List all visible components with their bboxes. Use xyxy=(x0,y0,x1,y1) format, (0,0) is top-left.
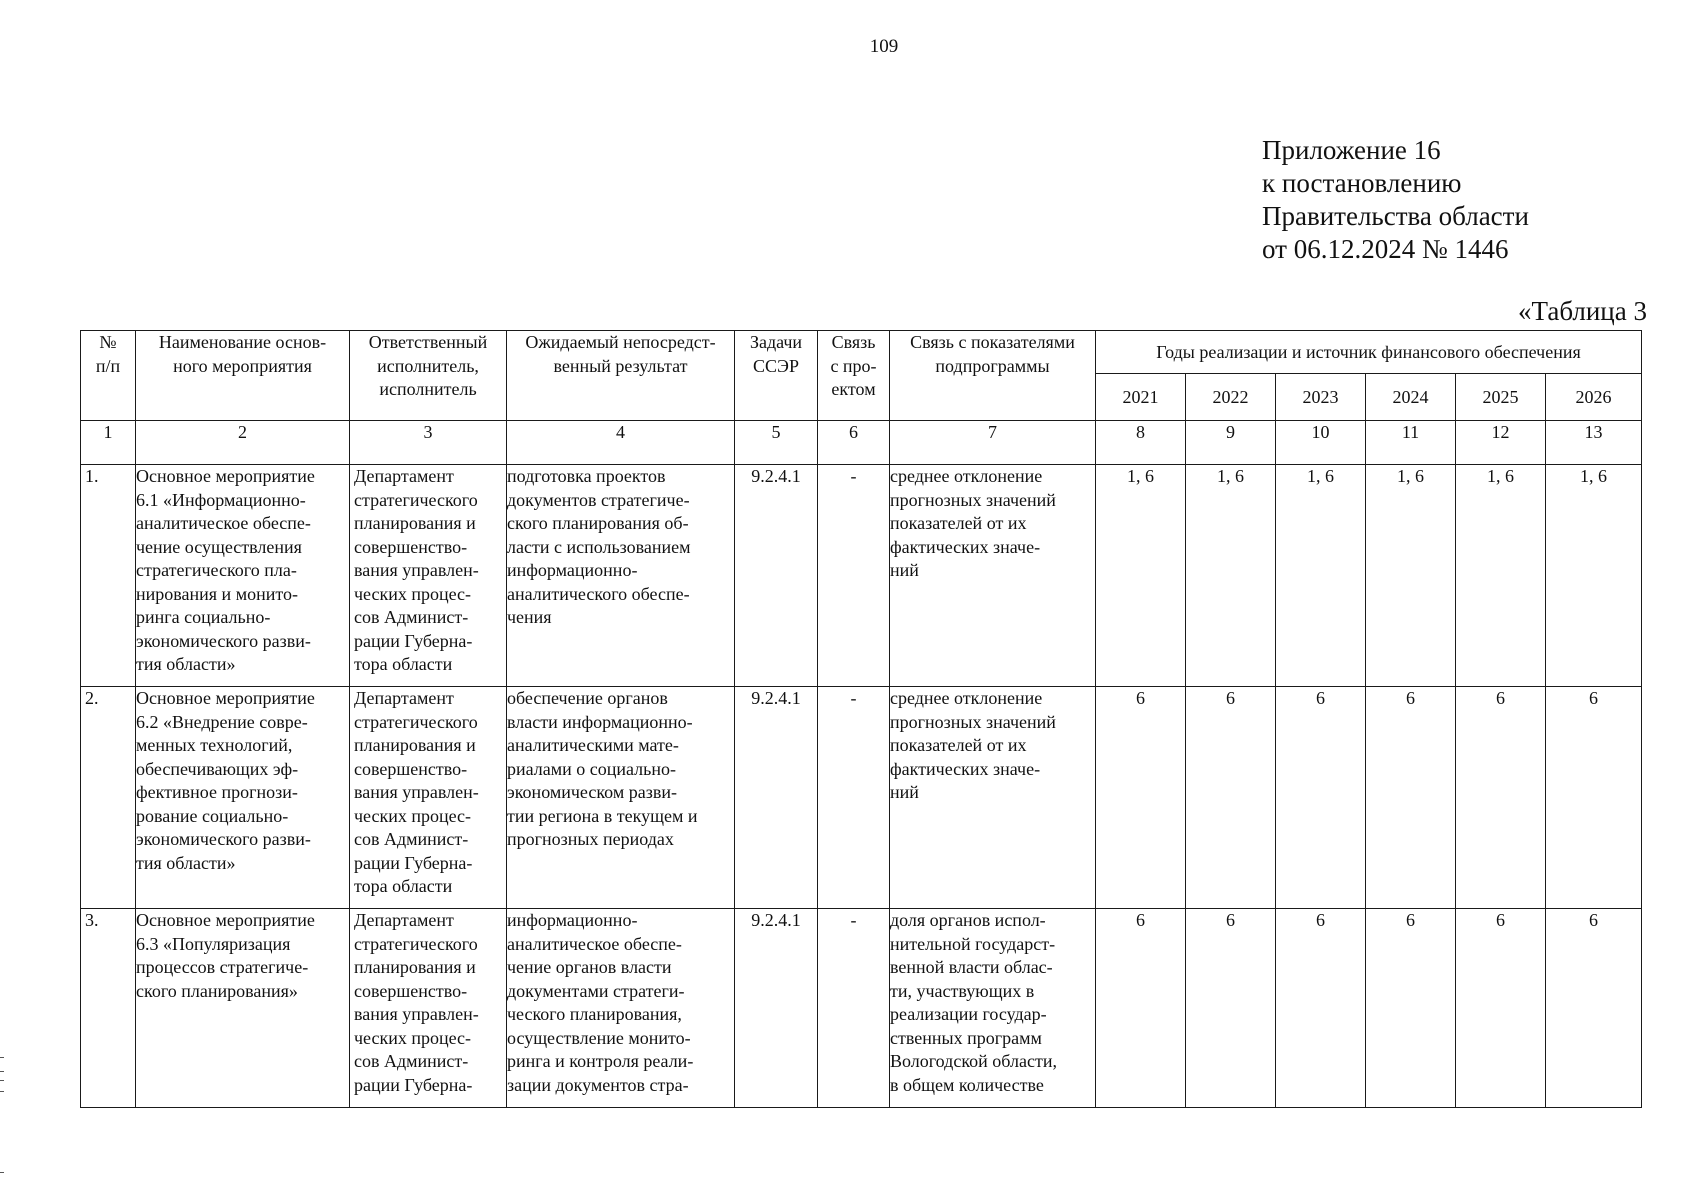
year-value: 1, 6 xyxy=(1546,465,1642,687)
header-measure-name: Наименование основ- ного мероприятия xyxy=(136,331,350,421)
column-number: 6 xyxy=(818,421,890,465)
expected-result: обеспечение органов власти информационно- аналитическими мате- риалами о социально- экономическом разви- тии региона в текущем и прогнозных периодах xyxy=(507,687,735,909)
header-row xyxy=(81,331,1642,374)
appendix-line-1: Приложение 16 xyxy=(1262,135,1441,165)
year-value: 6 xyxy=(1276,909,1366,1108)
year-value: 6 xyxy=(1096,909,1186,1108)
column-number: 9 xyxy=(1186,421,1276,465)
year-value: 6 xyxy=(1276,687,1366,909)
year-value: 6 xyxy=(1186,909,1276,1108)
project-link: - xyxy=(818,465,890,687)
year-value: 6 xyxy=(1096,687,1186,909)
year-value: 1, 6 xyxy=(1186,465,1276,687)
header-tasks: Задачи ССЭР xyxy=(735,331,818,421)
column-number: 2 xyxy=(136,421,350,465)
executor: Департамент стратегического планирования и совершенство- вания управлен- ческих процес- сов Админист- рации Губерна- тора области xyxy=(350,687,507,909)
year-value: 1, 6 xyxy=(1366,465,1456,687)
scan-edge-mark xyxy=(0,1057,4,1058)
header-project-link: Связь с про- ектом xyxy=(818,331,890,421)
year-value: 6 xyxy=(1366,687,1456,909)
header-year: 2023 xyxy=(1276,374,1366,421)
column-number: 1 xyxy=(81,421,136,465)
year-value: 1, 6 xyxy=(1276,465,1366,687)
table-caption: «Таблица 3 xyxy=(1518,296,1647,326)
appendix-line-2: к постановлению xyxy=(1262,168,1462,198)
project-link: - xyxy=(818,687,890,909)
column-number: 12 xyxy=(1456,421,1546,465)
expected-result: информационно- аналитическое обеспе- чение органов власти документами стратеги- ческого планирования, осуществление монито- ринга и контроля реали- зации документов стра- xyxy=(507,909,735,1108)
scan-edge-mark xyxy=(0,1080,4,1081)
year-value: 6 xyxy=(1546,909,1642,1108)
executor: Департамент стратегического планирования и совершенство- вания управлен- ческих процес- сов Админист- рации Губерна- тора области xyxy=(350,465,507,687)
row-number: 3. xyxy=(81,909,136,1108)
year-value: 1, 6 xyxy=(1096,465,1186,687)
column-number-row xyxy=(81,421,1642,465)
column-number: 10 xyxy=(1276,421,1366,465)
appendix-line-4: от 06.12.2024 № 1446 xyxy=(1262,234,1509,264)
row-number: 1. xyxy=(81,465,136,687)
year-value: 6 xyxy=(1456,687,1546,909)
row-number: 2. xyxy=(81,687,136,909)
year-value: 6 xyxy=(1546,687,1642,909)
column-number: 4 xyxy=(507,421,735,465)
year-value: 6 xyxy=(1366,909,1456,1108)
measure-name: Основное мероприятие 6.1 «Информационно- аналитическое обеспе- чение осуществления стратегического пла- нирования и монито- ринга социально- экономического разви- тия области» xyxy=(136,465,350,687)
column-number: 11 xyxy=(1366,421,1456,465)
scan-edge-mark xyxy=(0,1091,4,1092)
table-row xyxy=(81,465,1642,687)
task-code: 9.2.4.1 xyxy=(735,465,818,687)
column-number: 3 xyxy=(350,421,507,465)
appendix-line-3: Правительства области xyxy=(1262,201,1529,231)
header-year: 2025 xyxy=(1456,374,1546,421)
header-indicators-link: Связь с показателями подпрограммы xyxy=(890,331,1096,421)
task-code: 9.2.4.1 xyxy=(735,909,818,1108)
indicator-link: среднее отклонение прогнозных значений показателей от их фактических значе- ний xyxy=(890,687,1096,909)
appendix-header xyxy=(1262,134,1529,266)
page-number: 109 xyxy=(869,36,899,57)
header-year: 2024 xyxy=(1366,374,1456,421)
column-number: 13 xyxy=(1546,421,1642,465)
expected-result: подготовка проектов документов стратегиче- ского планирования об- ласти с использованием информационно- аналитического обеспе- чения xyxy=(507,465,735,687)
header-number: № п/п xyxy=(81,331,136,421)
header-years-group: Годы реализации и источник финансового обеспечения xyxy=(1096,331,1642,374)
header-expected-result: Ожидаемый непосредст- венный результат xyxy=(507,331,735,421)
table-row xyxy=(81,687,1642,909)
header-executor: Ответственный исполнитель, исполнитель xyxy=(350,331,507,421)
project-link: - xyxy=(818,909,890,1108)
executor: Департамент стратегического планирования и совершенство- вания управлен- ческих процес- сов Админист- рации Губерна- xyxy=(350,909,507,1108)
table-row xyxy=(81,909,1642,1108)
measures-table xyxy=(80,330,1642,1108)
header-year: 2021 xyxy=(1096,374,1186,421)
year-value: 6 xyxy=(1456,909,1546,1108)
indicator-link: доля органов испол- нительной государст- венной власти облас- ти, участвующих в реализации государ- ственных программ Вологодской области, в общем количестве xyxy=(890,909,1096,1108)
task-code: 9.2.4.1 xyxy=(735,687,818,909)
column-number: 7 xyxy=(890,421,1096,465)
header-year: 2022 xyxy=(1186,374,1276,421)
measure-name: Основное мероприятие 6.2 «Внедрение совре- менных технологий, обеспечивающих эф- фективное прогнози- рование социально- экономического разви- тия области» xyxy=(136,687,350,909)
year-value: 6 xyxy=(1186,687,1276,909)
scan-edge-mark xyxy=(0,1172,4,1173)
indicator-link: среднее отклонение прогнозных значений показателей от их фактических значе- ний xyxy=(890,465,1096,687)
scan-edge-mark xyxy=(0,1071,4,1072)
header-year: 2026 xyxy=(1546,374,1642,421)
year-value: 1, 6 xyxy=(1456,465,1546,687)
column-number: 8 xyxy=(1096,421,1186,465)
column-number: 5 xyxy=(735,421,818,465)
measure-name: Основное мероприятие 6.3 «Популяризация процессов стратегиче- ского планирования» xyxy=(136,909,350,1108)
